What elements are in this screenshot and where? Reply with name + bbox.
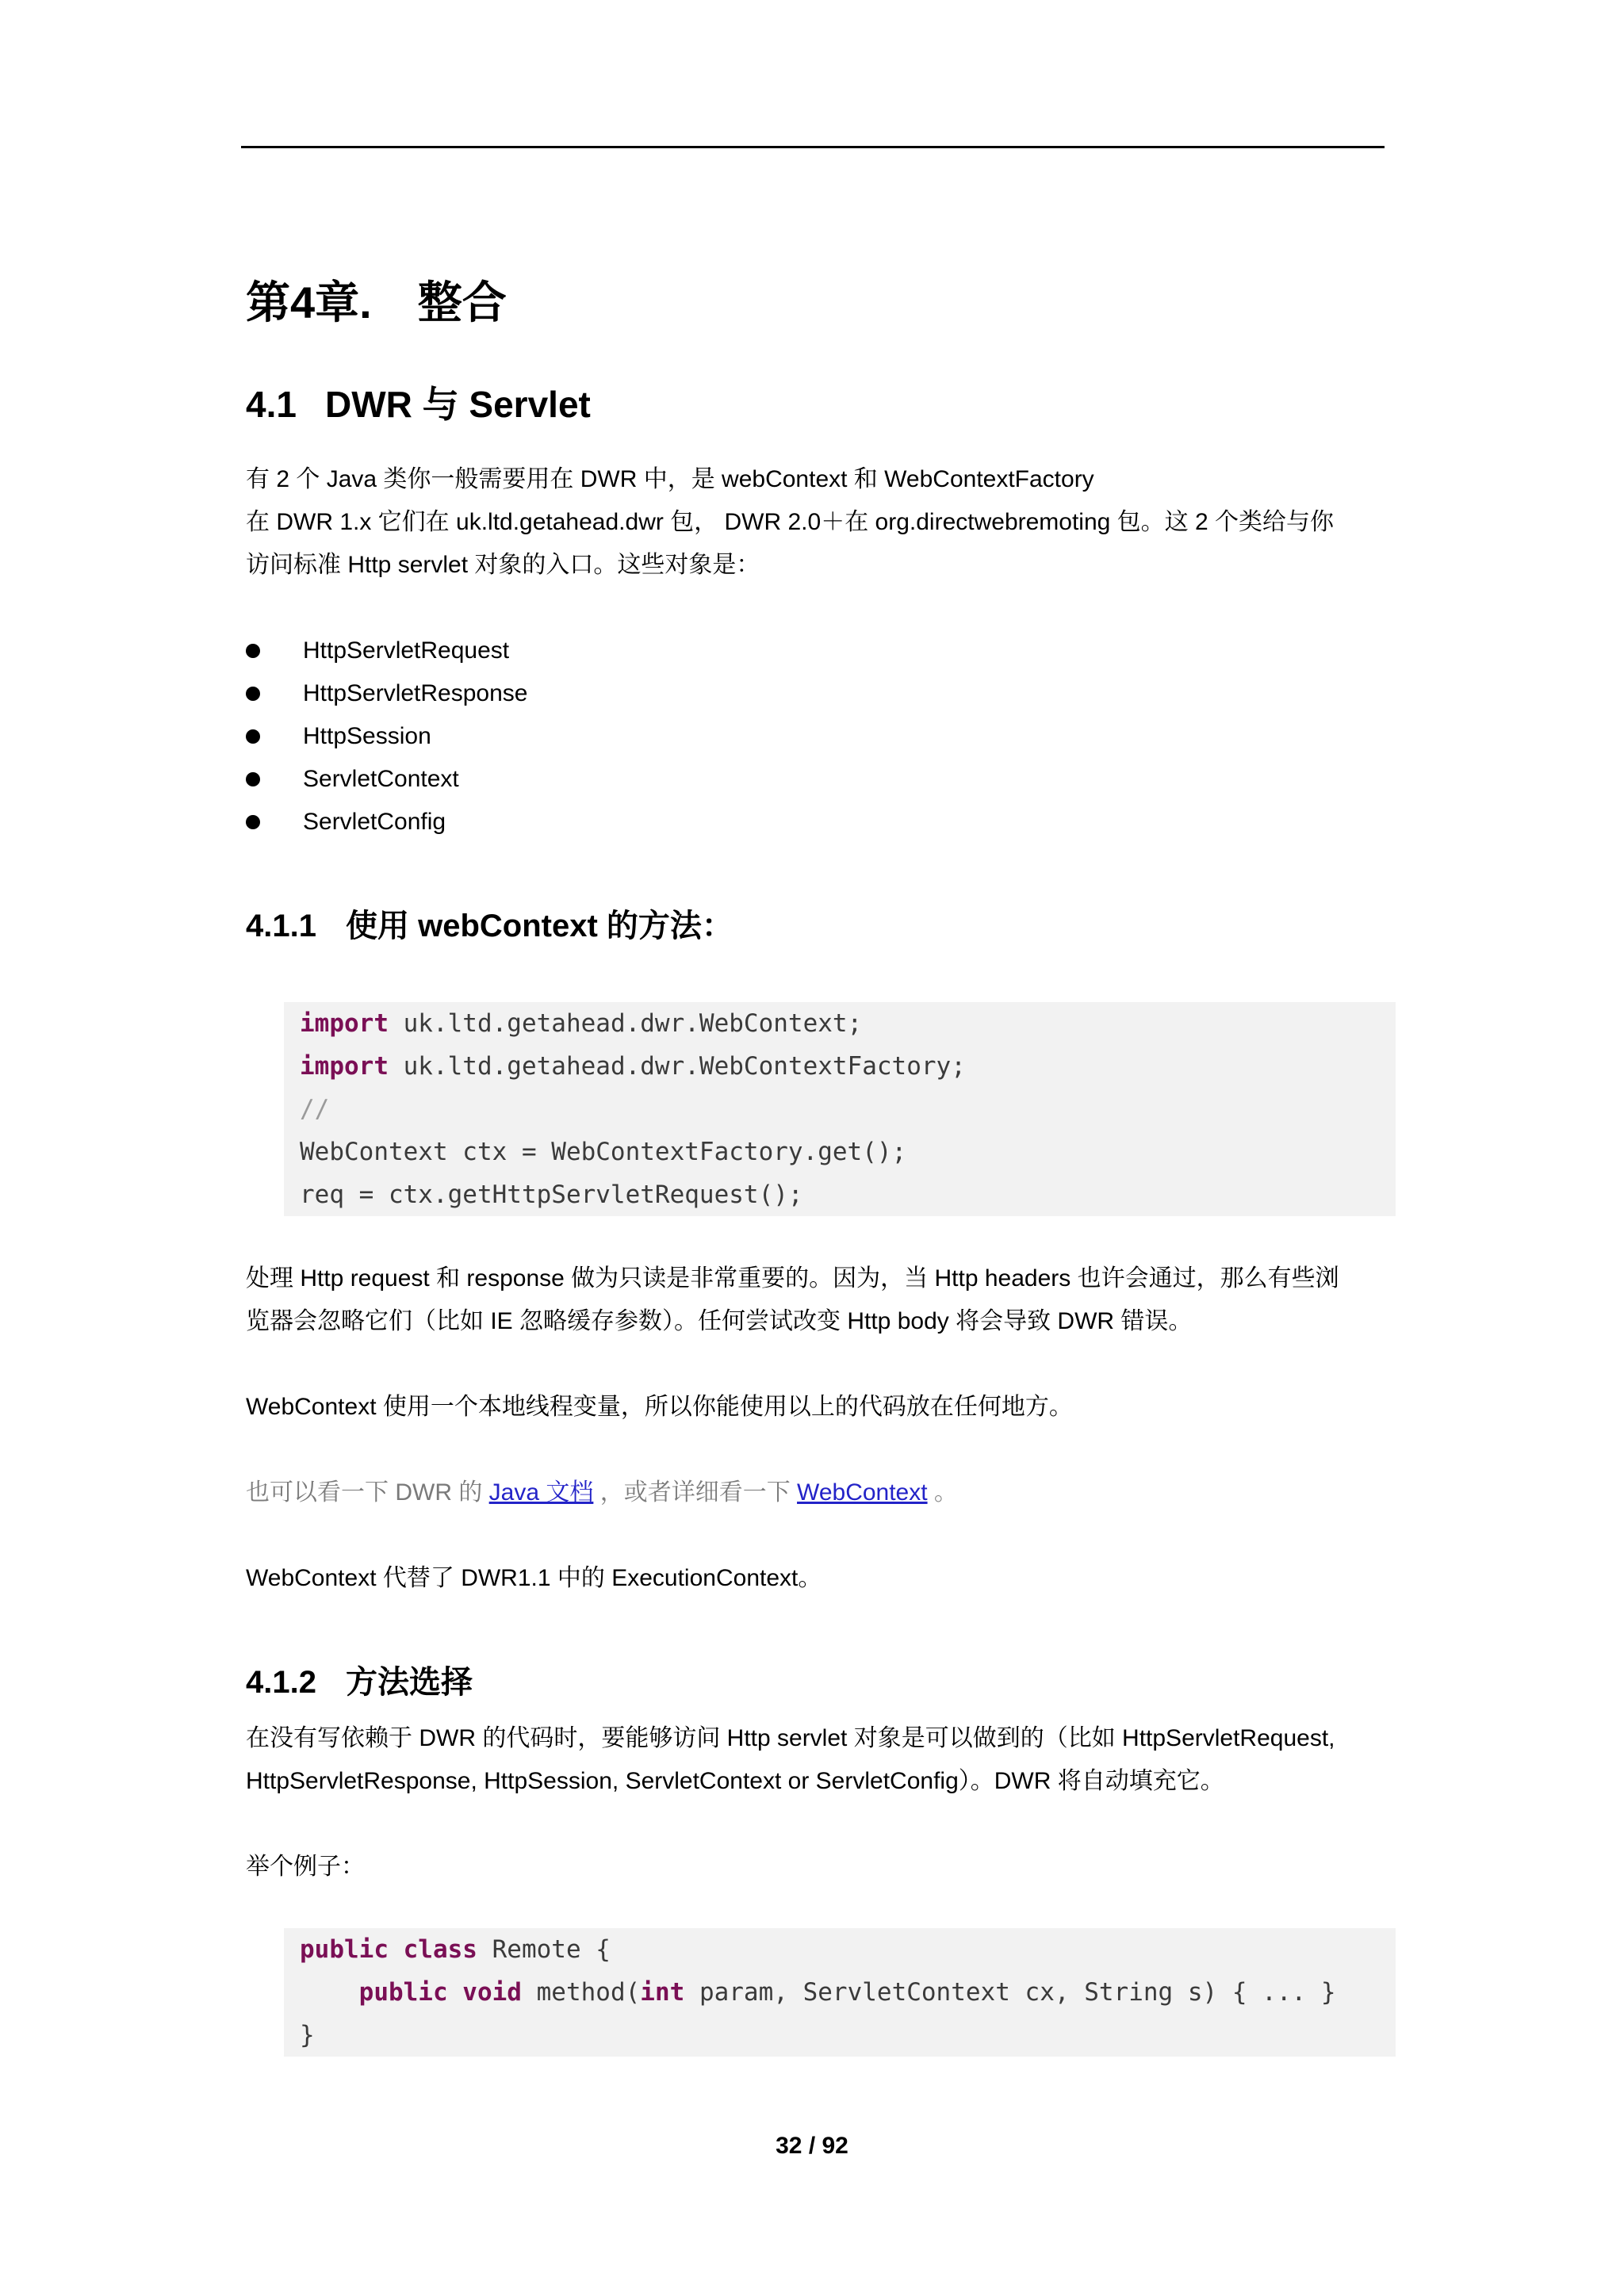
chapter-title	[246, 268, 507, 331]
list-item: HttpSession	[246, 715, 880, 758]
page-number: 32 / 92	[776, 2133, 848, 2159]
code-line: req = ctx.getHttpServletRequest();	[300, 1181, 803, 1209]
bullet-icon	[246, 815, 260, 829]
intro-line-3: 访问标准 Http servlet 对象的入口。这些对象是：	[246, 552, 760, 578]
code-line: public class Remote {	[300, 1935, 611, 1964]
threadlocal-paragraph: WebContext 使用一个本地线程变量，所以你能使用以上的代码放在任何地方。	[246, 1394, 1073, 1420]
subsection-title: 方法选择	[346, 1665, 473, 1700]
chapter-number: 第4章.	[246, 277, 372, 327]
see-also-paragraph: 也可以看一下 DWR 的 Java 文档 ，或者详细看一下 WebContext 。	[246, 1479, 958, 1506]
code-line: }	[300, 2021, 315, 2049]
section-heading-4-1-2	[246, 1657, 473, 1702]
code-block-webcontext	[284, 1002, 1396, 1216]
replaces-paragraph: WebContext 代替了 DWR1.1 中的 ExecutionContext。	[246, 1565, 822, 1591]
section-title: DWR 与 Servlet	[325, 384, 591, 425]
code-block-remote	[284, 1928, 1396, 2057]
code-line: //	[300, 1095, 330, 1123]
code-line: WebContext ctx = WebContextFactory.get();	[300, 1138, 907, 1166]
intro-line-1: 有 2 个 Java 类你一般需要用在 DWR 中，是 webContext 和 WebContextFactory	[246, 466, 1094, 492]
code-line: import uk.ltd.getahead.dwr.WebContextFactory;	[300, 1052, 966, 1081]
subsection-number: 4.1.1	[246, 909, 316, 943]
bullet-icon	[246, 687, 260, 701]
example-label: 举个例子：	[246, 1854, 365, 1880]
intro-paragraph	[246, 458, 1334, 587]
chapter-name: 整合	[417, 277, 507, 327]
code-line: public void method(int param, ServletContext cx, String s) { ... }	[358, 1978, 1336, 2007]
intro-line-2: 在 DWR 1.x 它们在 uk.ltd.getahead.dwr 包， DWR 2.0＋在 org.directwebremoting 包。这 2 个类给与你	[246, 509, 1335, 535]
bullet-icon	[246, 772, 260, 786]
list-item: ServletConfig	[246, 801, 880, 844]
code-line: import uk.ltd.getahead.dwr.WebContext;	[300, 1009, 863, 1038]
java-doc-link[interactable]: Java 文档	[488, 1479, 594, 1506]
method-paragraph: 在没有写依赖于 DWR 的代码时，要能够访问 Http servlet 对象是可以做到的（比如 HttpServletRequest, HttpServletResponse, HttpSession, ServletContext or ServletConfig）。DWR 将自动填充它。	[246, 1725, 1335, 1794]
section-heading-4-1-1	[246, 901, 733, 946]
webcontext-link[interactable]: WebContext	[797, 1479, 928, 1506]
bullet-icon	[246, 729, 260, 744]
section-heading-4-1	[246, 376, 591, 428]
bullet-icon	[246, 644, 260, 658]
subsection-number: 4.1.2	[246, 1665, 316, 1700]
servlet-object-list	[246, 629, 880, 844]
section-number: 4.1	[246, 384, 297, 425]
readonly-paragraph: 处理 Http request 和 response 做为只读是非常重要的。因为，当 Http headers 也许会通过，那么有些浏 览器会忽略它们（比如 IE 忽略缓存参数）。任何尝试改变 Http body 将会导致 DWR 错误。	[246, 1265, 1339, 1334]
header-rule	[241, 146, 1385, 148]
list-item: ServletContext	[246, 758, 880, 801]
list-item: HttpServletRequest	[246, 629, 880, 672]
subsection-title: 使用 webContext 的方法：	[346, 909, 733, 943]
list-item: HttpServletResponse	[246, 672, 880, 715]
